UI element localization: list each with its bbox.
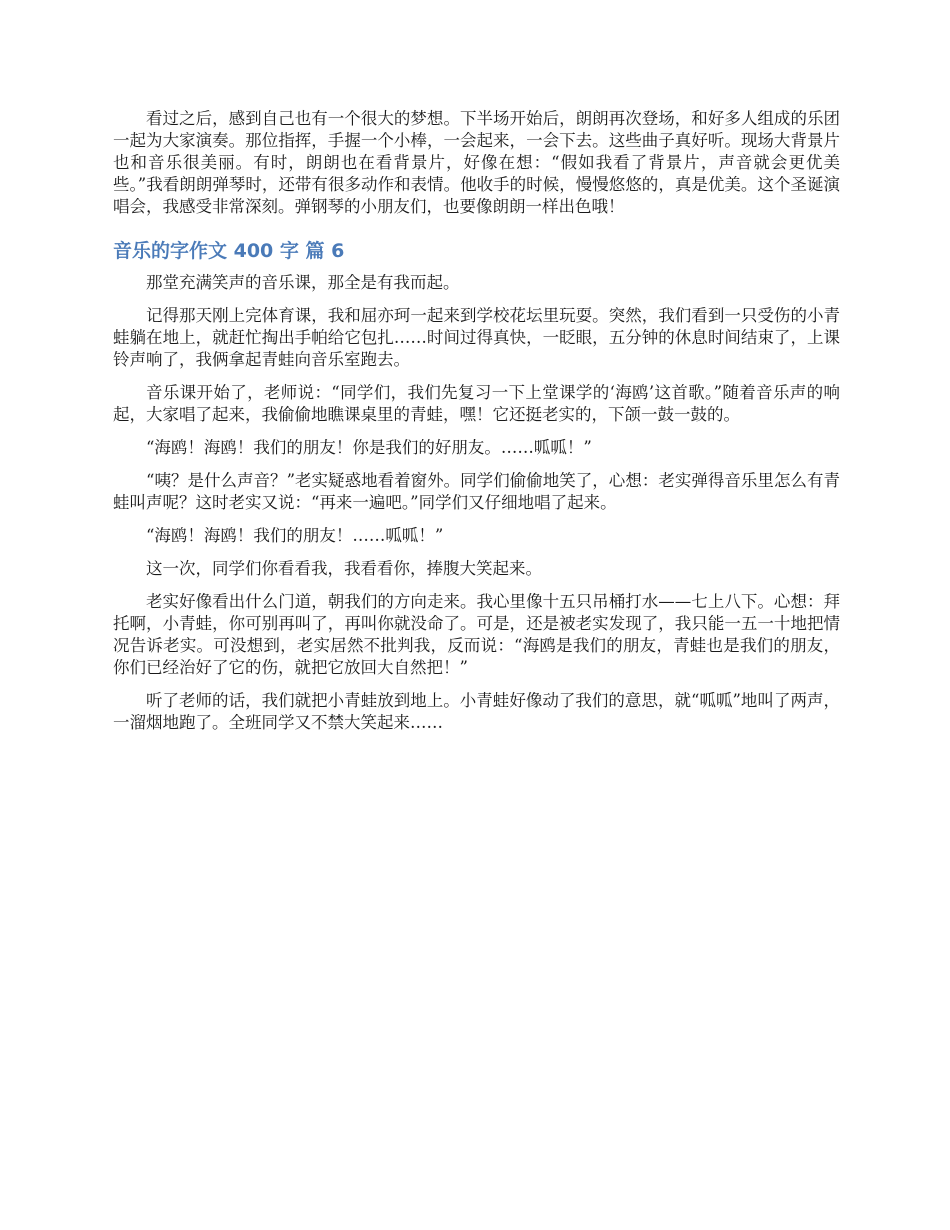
paragraph-8: 老实好像看出什么门道，朝我们的方向走来。我心里像十五只吊桶打水——七上八下。心想：拜托啊，小青蛙，你可别再叫了，再叫你就没命了。可是，还是被老实发现了，我只能一五一十地把情况告诉老实。可没想到，老实居然不批判我，反而说：“海鸥是我们的朋友，青蛙也是我们的朋友，你们已经治好了它的伤，就把它放回大自然把！”	[113, 592, 840, 677]
paragraph-3: 音乐课开始了，老师说：“同学们，我们先复习一下上堂课学的‘海鸥’这首歌。”随着音乐声的响起，大家唱了起来，我偷偷地瞧课桌里的青蛙，嘿！它还挺老实的，下颌一鼓一鼓的。	[113, 383, 840, 424]
intro-paragraph: 看过之后，感到自己也有一个很大的梦想。下半场开始后，朗朗再次登场，和好多人组成的乐团一起为大家演奏。那位指挥，手握一个小棒，一会起来，一会下去。这些曲子真好听。现场大背景片也和音乐很美丽。有时，朗朗也在看背景片，好像在想：“假如我看了背景片，声音就会更优美些。”我看朗朗弹琴时，还带有很多动作和表情。他收手的时候，慢慢悠悠的，真是优美。这个圣诞演唱会，我感受非常深刻。弹钢琴的小朋友们，也要像朗朗一样出色哦！	[113, 109, 840, 216]
document-page	[113, 108, 840, 745]
section-title: 音乐的字作文 400 字 篇 6	[113, 240, 345, 262]
paragraph-7: 这一次，同学们你看看我，我看看你，捧腹大笑起来。	[146, 559, 542, 578]
paragraph-4: “海鸥！海鸥！我们的朋友！你是我们的好朋友。……呱呱！”	[146, 438, 592, 457]
paragraph-6: “海鸥！海鸥！我们的朋友！……呱呱！”	[146, 526, 444, 545]
paragraph-9: 听了老师的话，我们就把小青蛙放到地上。小青蛙好像动了我们的意思，就“呱呱”地叫了两声，一溜烟地跑了。全班同学又不禁大笑起来……	[113, 691, 840, 732]
paragraph-1: 那堂充满笑声的音乐课，那全是有我而起。	[146, 273, 460, 292]
paragraph-5: “咦？是什么声音？”老实疑惑地看着窗外。同学们偷偷地笑了，心想：老实弹得音乐里怎么有青蛙叫声呢？这时老实又说：“再来一遍吧。”同学们又仔细地唱了起来。	[113, 471, 840, 512]
paragraph-2: 记得那天刚上完体育课，我和屈亦珂一起来到学校花坛里玩耍。突然，我们看到一只受伤的小青蛙躺在地上，就赶忙掏出手帕给它包扎……时间过得真快，一眨眼，五分钟的休息时间结束了，上课铃声响了，我俩拿起青蛙向音乐室跑去。	[113, 306, 840, 369]
